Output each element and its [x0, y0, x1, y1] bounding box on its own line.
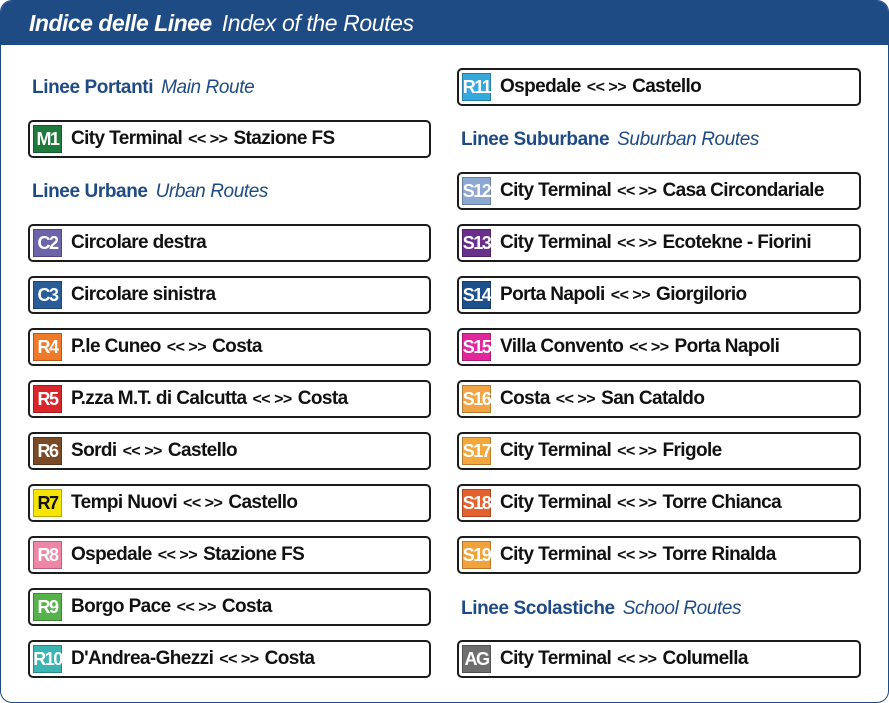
route-badge: M1 [33, 125, 62, 153]
route-badge: S15 [462, 333, 491, 361]
route-badge: S17 [462, 437, 491, 465]
route-S18[interactable]: S18 City Terminal << >> Torre Chianca [457, 484, 861, 522]
section-urban-routes: Linee Urbane Urban Routes [32, 181, 269, 202]
route-S17[interactable]: S17 City Terminal << >> Frigole [457, 432, 861, 470]
route-R4[interactable]: R4 P.le Cuneo << >> Costa [28, 328, 431, 366]
route-R8[interactable]: R8 Ospedale << >> Stazione FS [28, 536, 431, 574]
route-AG[interactable]: AG City Terminal << >> Columella [457, 640, 861, 678]
route-R6[interactable]: R6 Sordi << >> Castello [28, 432, 431, 470]
index-header [1, 1, 888, 45]
header-title-en: Index of the Routes [221, 9, 414, 36]
route-badge: C2 [33, 229, 62, 257]
route-S19[interactable]: S19 City Terminal << >> Torre Rinalda [457, 536, 861, 574]
route-badge: R8 [33, 541, 62, 569]
route-R11[interactable]: R11 Ospedale << >> Castello [457, 68, 861, 106]
route-R9[interactable]: R9 Borgo Pace << >> Costa [28, 588, 431, 626]
route-badge: S19 [462, 541, 491, 569]
route-S12[interactable]: S12 City Terminal << >> Casa Circondariale [457, 172, 861, 210]
route-badge: S18 [462, 489, 491, 517]
route-badge: S14 [462, 281, 491, 309]
section-suburban-routes: Linee Suburbane Suburban Routes [461, 129, 760, 150]
route-badge: R11 [462, 73, 491, 101]
route-S13[interactable]: S13 City Terminal << >> Ecotekne - Fiorini [457, 224, 861, 262]
header-title-it: Indice delle Linee [29, 9, 212, 36]
route-S15[interactable]: S15 Villa Convento << >> Porta Napoli [457, 328, 861, 366]
route-C3[interactable]: C3 Circolare sinistra [28, 276, 431, 314]
route-badge: R10 [33, 645, 62, 673]
route-badge: R6 [33, 437, 62, 465]
route-badge: AG [462, 645, 491, 673]
route-M1[interactable]: M1 City Terminal << >> Stazione FS [28, 120, 431, 158]
route-S16[interactable]: S16 Costa << >> San Cataldo [457, 380, 861, 418]
section-school-routes: Linee Scolastiche School Routes [461, 598, 742, 619]
section-main-routes: Linee Portanti Main Route [32, 77, 255, 98]
route-badge: S12 [462, 177, 491, 205]
route-badge: R7 [33, 489, 62, 517]
route-R5[interactable]: R5 P.zza M.T. di Calcutta << >> Costa [28, 380, 431, 418]
route-R10[interactable]: R10 D'Andrea-Ghezzi << >> Costa [28, 640, 431, 678]
route-badge: C3 [33, 281, 62, 309]
route-R7[interactable]: R7 Tempi Nuovi << >> Castello [28, 484, 431, 522]
route-badge: R9 [33, 593, 62, 621]
route-S14[interactable]: S14 Porta Napoli << >> Giorgilorio [457, 276, 861, 314]
route-badge: R4 [33, 333, 62, 361]
route-badge: R5 [33, 385, 62, 413]
route-badge: S16 [462, 385, 491, 413]
route-C2[interactable]: C2 Circolare destra [28, 224, 431, 262]
route-badge: S13 [462, 229, 491, 257]
